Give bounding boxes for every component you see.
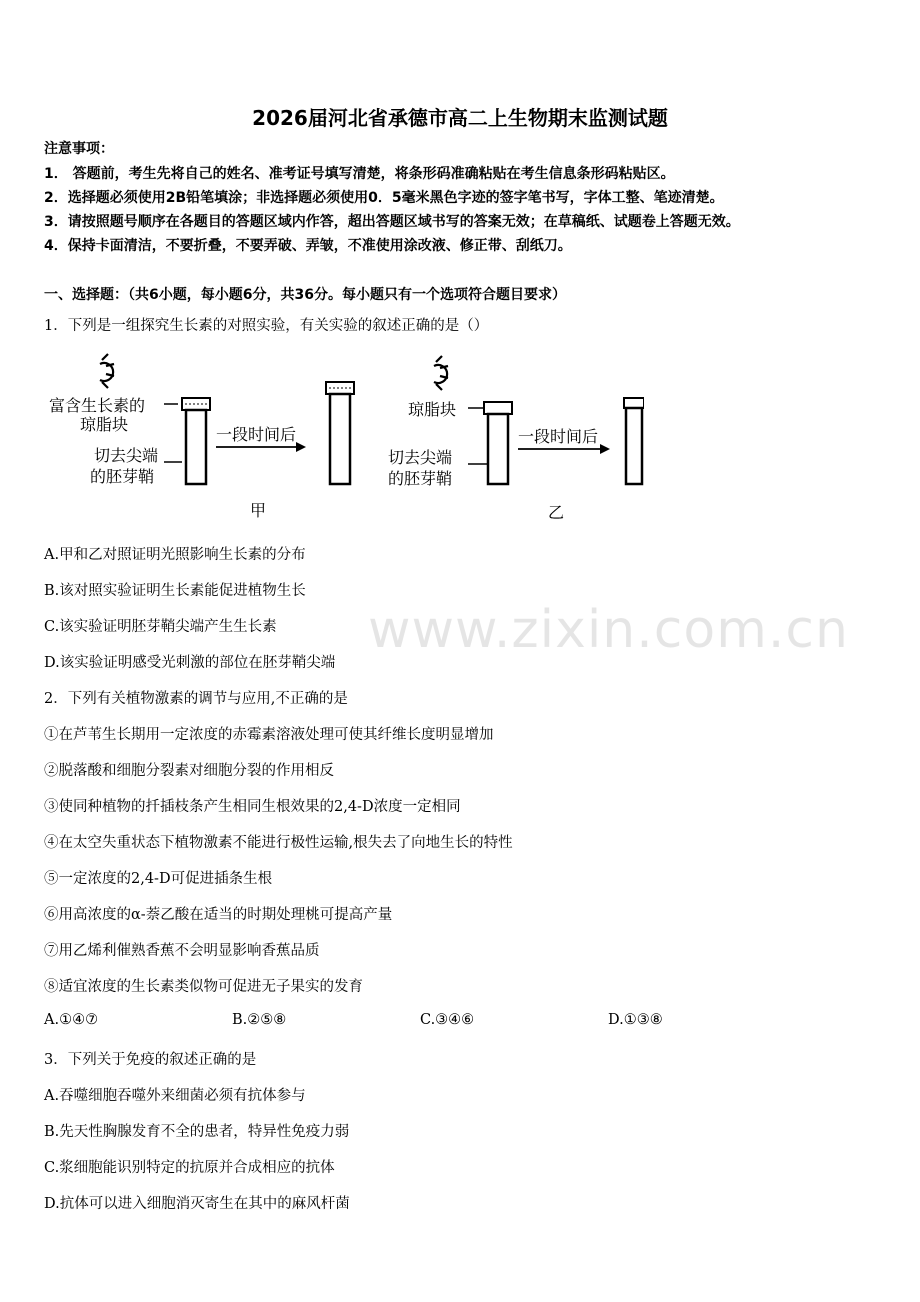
q2-statement-8: ⑧适宜浓度的生长素类似物可促进无子果实的发育 — [44, 979, 363, 995]
q2-option-c: C.③④⑥ — [420, 1012, 475, 1028]
q2-statement-3: ③使同种植物的扦插枝条产生相同生根效果的2,4-D浓度一定相同 — [44, 799, 461, 815]
label-cut-tip-right: 切去尖端 — [388, 448, 453, 467]
watermark: www.zixin.com.cn — [368, 600, 849, 660]
q1-option-d: D.该实验证明感受光刺激的部位在胚芽鞘尖端 — [44, 655, 336, 671]
label-coleoptile: 的胚芽鞘 — [90, 467, 155, 486]
arrow-right — [600, 444, 610, 454]
label-agar-block-right: 琼脂块 — [408, 400, 457, 419]
q2-statement-7: ⑦用乙烯利催熟香蕉不会明显影响香蕉品质 — [44, 943, 320, 959]
light-icon-right — [434, 356, 448, 390]
q2-statement-6: ⑥用高浓度的α-萘乙酸在适当的时期处理桃可提高产量 — [44, 907, 393, 923]
light-icon — [100, 354, 114, 388]
page-title: 2026届河北省承德市高二上生物期末监测试题 — [252, 106, 668, 130]
q3-option-d: D.抗体可以进入细胞消灭寄生在其中的麻风杆菌 — [44, 1196, 350, 1212]
caption-yi: 乙 — [548, 503, 565, 522]
arrow-label-right: 一段时间后 — [518, 427, 599, 446]
q2-statement-4: ④在太空失重状态下植物激素不能进行极性运输,根失去了向地生长的特性 — [44, 835, 513, 851]
coleoptile-left-before — [182, 398, 210, 484]
section-heading: 一、选择题：（共6小题，每小题6分，共36分。每小题只有一个选项符合题目要求） — [44, 287, 566, 303]
arrow-left — [296, 442, 306, 452]
notice-item-3: 3．请按照题号顺序在各题目的答题区域内作答，超出答题区域书写的答案无效；在草稿纸、试题卷上答题无效。 — [44, 214, 740, 230]
notice-item-4: 4．保持卡面清洁，不要折叠，不要弄破、弄皱，不准使用涂改液、修正带、刮纸刀。 — [44, 238, 572, 254]
notice-item-2: 2．选择题必须使用2B铅笔填涂；非选择题必须使用0．5毫米黑色字迹的签字笔书写，字体工整、笔迹清楚。 — [44, 190, 724, 206]
coleoptile-right-before — [484, 402, 512, 484]
q2-option-b: B.②⑤⑧ — [232, 1012, 287, 1028]
q2-statement-2: ②脱落酸和细胞分裂素对细胞分裂的作用相反 — [44, 763, 334, 779]
label-agar-block: 琼脂块 — [80, 415, 129, 434]
coleoptile-right-after — [624, 398, 644, 484]
q1-stem: 1．下列是一组探究生长素的对照实验，有关实验的叙述正确的是（） — [44, 318, 489, 334]
coleoptile-left-after — [326, 382, 354, 484]
q1-option-c: C.该实验证明胚芽鞘尖端产生生长素 — [44, 619, 277, 635]
q1-option-b: B.该对照实验证明生长素能促进植物生长 — [44, 583, 306, 599]
q2-option-d: D.①③⑧ — [608, 1012, 663, 1028]
q2-statement-5: ⑤一定浓度的2,4-D可促进插条生根 — [44, 871, 273, 887]
q1-option-a: A.甲和乙对照证明光照影响生长素的分布 — [44, 547, 306, 563]
q3-stem: 3．下列关于免疫的叙述正确的是 — [44, 1052, 257, 1068]
q2-stem: 2．下列有关植物激素的调节与应用,不正确的是 — [44, 691, 348, 707]
arrow-label-left: 一段时间后 — [216, 425, 297, 444]
label-rich-auxin-agar: 富含生长素的 — [49, 396, 146, 415]
label-coleoptile-right: 的胚芽鞘 — [388, 469, 453, 488]
q3-option-b: B.先天性胸腺发育不全的患者，特异性免疫力弱 — [44, 1124, 350, 1140]
notice-item-1: 1． 答题前，考生先将自己的姓名、准考证号填写清楚，将条形码准确粘贴在考生信息条形码粘贴区。 — [44, 166, 675, 182]
q2-option-a: A.①④⑦ — [44, 1012, 99, 1028]
label-cut-tip: 切去尖端 — [94, 446, 159, 465]
q2-statement-1: ①在芦苇生长期用一定浓度的赤霉素溶液处理可使其纤维长度明显增加 — [44, 727, 494, 743]
caption-jia: 甲 — [250, 501, 267, 520]
q3-option-c: C.浆细胞能识别特定的抗原并合成相应的抗体 — [44, 1160, 335, 1176]
notice-heading: 注意事项： — [44, 141, 114, 157]
experiment-figure — [44, 352, 644, 524]
q3-option-a: A.吞噬细胞吞噬外来细菌必须有抗体参与 — [44, 1088, 306, 1104]
